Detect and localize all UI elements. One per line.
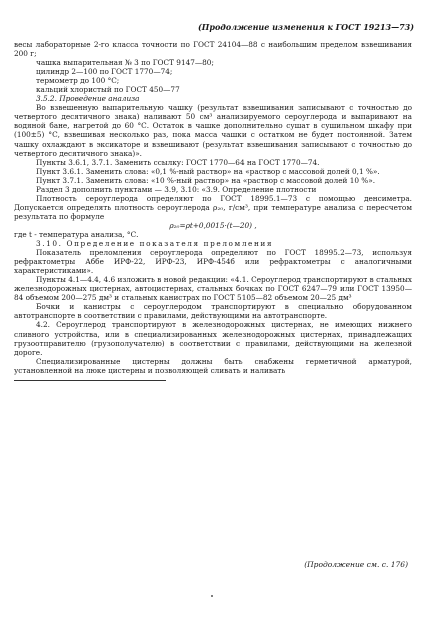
- document-body: [14, 40, 412, 381]
- paragraph: Бочки и канистры с сероуглеродом транспортируют в специально оборудованном автотранспорте в соответствии с правилами, действующими на автотранспорте.: [14, 302, 412, 321]
- divider: [14, 380, 166, 381]
- paragraph: Пункт 3.7.1. Заменить слова: «10 %-ный раствор» на «раствор с массовой долей 10 %».: [36, 175, 376, 185]
- paragraph: Пункты 4.1—4.4, 4.6 изложить в новой редакции: «4.1. Сероуглерод транспортируют в стальных железнодорожных цистернах, автоцистернах, стальных бочках по ГОСТ 6247—79 или ГОСТ 13950—84 объемом 200—275 дм³ и стальных канистрах по ГОСТ 5105—82 объемом 20—25 дм³: [14, 275, 412, 303]
- paragraph: Специализированные цистерны должны быть снабжены герметичной арматурой, установленной на люке цистерны и позволяющей сливать и наливать: [14, 356, 412, 375]
- section-heading: 3.10. Определение показателя преломления: [36, 239, 274, 249]
- paragraph: Пункт 3.6.1. Заменить слова: «0,1 %-ный раствор» на «раствор с массовой долей 0,1 %».: [36, 166, 380, 176]
- paragraph: где t - температура анализа, °С.: [14, 229, 139, 239]
- paragraph: Во взвешенную выпарительную чашку (результат взвешивания записывают с точностью до четвертого десятичного знака) наливают 50 см³ анализируемого сероуглерода и выпаривают на водяной бане, нагретой до 60 °С. Остаток в чашке дополнительно сушат в сушильном шкафу при (100±5) °С, взвешивая несколько раз, пока масса чашки с остатком не будет постоянной. Затем чашку охлаждают в эксикаторе и взвешивают (результат взвешивания записывают с точностью до четвертого десятичного знака)».: [14, 103, 412, 158]
- list-item: чашка выпарительная № 3 по ГОСТ 9147—80;: [36, 58, 214, 68]
- paragraph: Плотность сероуглерода определяют по ГОСТ 18995.1—73 с помощью денсиметра. Допускается определять плотность сероуглерода ρ₂₀, г/см³, при температуре анализа с пересчетом результата по формуле: [14, 193, 412, 221]
- list-item: кальций хлористый по ГОСТ 450—77: [36, 85, 180, 95]
- page-footer: (Продолжение см. с. 176): [304, 560, 408, 569]
- formula: ρ₂₀=ρt+0,0015·(t—20) ,: [169, 220, 257, 230]
- page-mark: [211, 595, 213, 597]
- paragraph: Пункты 3.6.1, 3.7.1. Заменить ссылку: ГОСТ 1770—64 на ГОСТ 1770—74.: [36, 157, 320, 167]
- paragraph: весы лабораторные 2-го класса точности по ГОСТ 24104—88 с наибольшим пределом взвешивания 200 г;: [14, 40, 412, 59]
- page-header: (Продолжение изменения к ГОСТ 19213—73): [198, 22, 414, 32]
- section-heading: 3.5.2. Проведение анализа: [36, 94, 140, 104]
- paragraph: 4.2. Сероуглерод транспортируют в железнодорожных цистернах, не имеющих нижнего сливного устройства, или в специализированных железнодорожных цистернах, принадлежащих грузоотправителю (грузополучателю) в соответствии с правилами, действующими на железной дороге.: [14, 320, 412, 357]
- paragraph: Показатель преломления сероуглерода определяют по ГОСТ 18995.2—73, используя рефрактометры Аббе ИРФ-22, ИРФ-23, ИРФ-454б или рефрактометры с аналогичными характеристиками».: [14, 248, 412, 276]
- list-item: термометр до 100 °С;: [36, 76, 120, 86]
- paragraph: Раздел 3 дополнить пунктами — 3.9, 3.10: «3.9. Определение плотности: [36, 184, 317, 194]
- list-item: цилиндр 2—100 по ГОСТ 1770—74;: [36, 67, 173, 77]
